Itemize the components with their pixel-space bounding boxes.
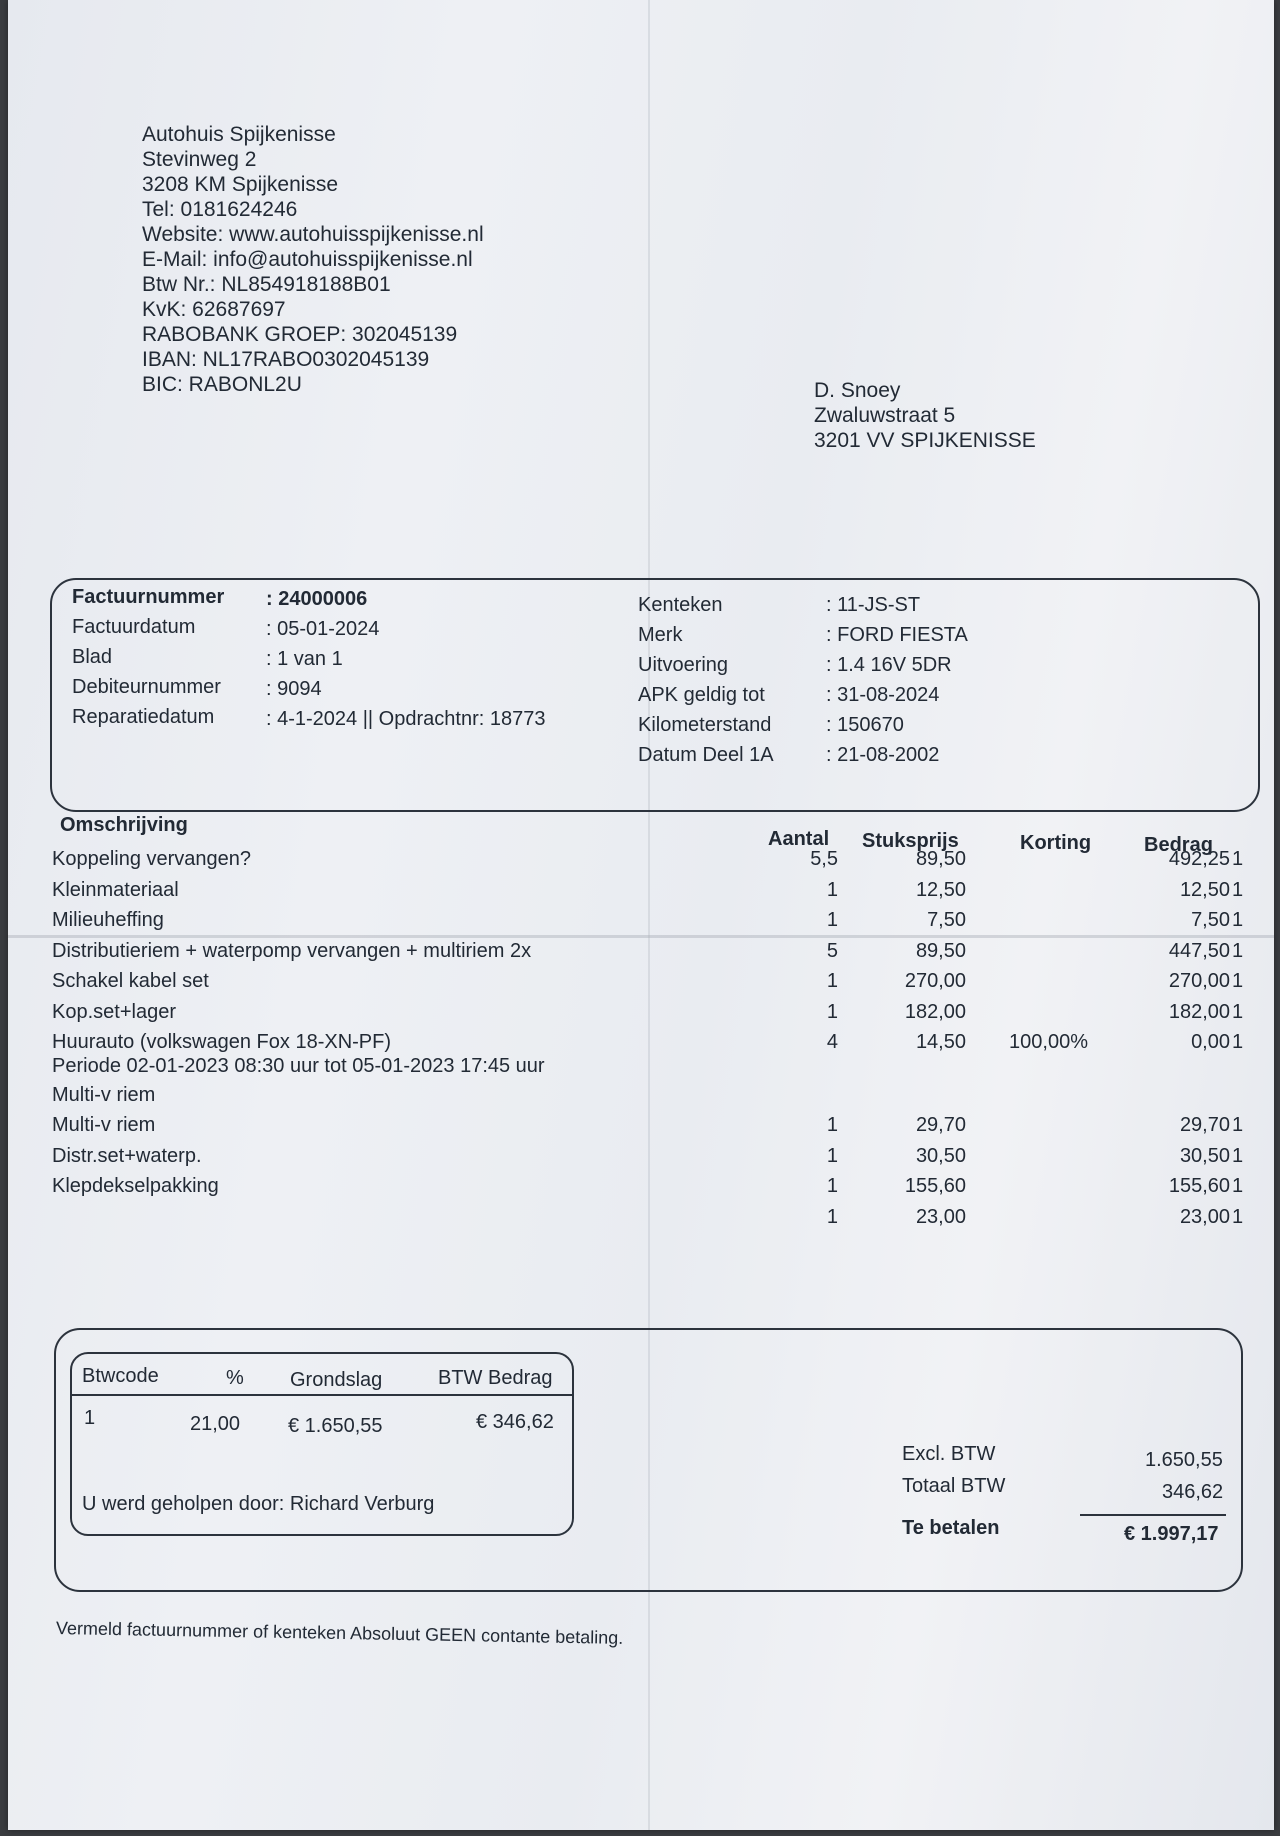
vat-row-base: € 1.650,55 (288, 1415, 383, 1437)
item-description: Multi-v riem (52, 1114, 156, 1136)
item-discount: 100,00% (1009, 1031, 1088, 1053)
item-amount: 12,50 (1179, 879, 1230, 901)
item-unit-price: 7,50 (927, 909, 966, 931)
item-unit-price: 23,00 (915, 1206, 966, 1228)
item-description-detail: Periode 02-01-2023 08:30 uur tot 05-01-2023 17:45 uur (52, 1055, 545, 1077)
sender-line: Website: www.autohuisspijkenisse.nl (142, 223, 484, 246)
vat-row-amount: € 346,62 (476, 1411, 554, 1433)
item-vat-code: 1 (1232, 940, 1244, 962)
item-unit-price: 12,50 (915, 879, 966, 901)
item-unit-price: 270,00 (904, 970, 966, 992)
table-row (0, 1145, 1280, 1173)
sender-line: Tel: 0181624246 (142, 198, 298, 221)
sum-divider (1080, 1514, 1226, 1516)
make-value: : FORD FIESTA (826, 624, 968, 646)
col-header-description: Omschrijving (60, 814, 188, 836)
item-vat-code: 1 (1232, 1175, 1244, 1197)
item-vat-code: 1 (1232, 848, 1244, 870)
table-row (0, 1001, 1280, 1029)
item-description: Multi-v riem (52, 1084, 156, 1106)
table-row (0, 940, 1280, 968)
item-quantity: 5,5 (810, 848, 838, 870)
item-description: Klepdekselpakking (52, 1175, 219, 1197)
plate-value: : 11-JS-ST (826, 594, 921, 616)
item-quantity: 1 (826, 1001, 838, 1023)
recipient-line: Zwaluwstraat 5 (814, 404, 956, 427)
item-quantity: 1 (826, 909, 838, 931)
mileage-label: Kilometerstand (638, 714, 772, 736)
invoice-number-label: Factuurnummer (72, 586, 225, 608)
item-description: Schakel kabel set (52, 970, 209, 992)
item-amount: 23,00 (1179, 1206, 1230, 1228)
item-description: Distr.set+waterp. (52, 1145, 202, 1167)
sheet-value: : 1 van 1 (266, 648, 343, 670)
table-row (0, 970, 1280, 998)
table-row (0, 879, 1280, 907)
sender-line: Stevinweg 2 (142, 148, 257, 171)
item-amount: 492,25 (1168, 848, 1230, 870)
sender-line: Autohuis Spijkenisse (142, 123, 336, 146)
registration-date-label: Datum Deel 1A (638, 744, 774, 766)
table-row (0, 1206, 1280, 1234)
repair-date-label: Reparatiedatum (72, 706, 215, 728)
item-amount: 447,50 (1168, 940, 1230, 962)
total-vat-value: 346,62 (1162, 1481, 1224, 1503)
sender-line: RABOBANK GROEP: 302045139 (142, 323, 458, 346)
apk-label: APK geldig tot (638, 684, 765, 706)
item-amount: 30,50 (1179, 1145, 1230, 1167)
recipient-address (814, 378, 1036, 453)
item-vat-code: 1 (1232, 1145, 1244, 1167)
item-description: Distributieriem + waterpomp vervangen + multiriem 2x (52, 940, 532, 962)
debtor-number-label: Debiteurnummer (72, 676, 221, 698)
item-vat-code: 1 (1232, 1001, 1244, 1023)
item-quantity: 1 (826, 879, 838, 901)
item-vat-code: 1 (1232, 1114, 1244, 1136)
sender-line: IBAN: NL17RABO0302045139 (142, 348, 430, 371)
vat-header-base: Grondslag (290, 1369, 383, 1391)
recipient-line: D. Snoey (814, 379, 901, 402)
item-unit-price: 29,70 (915, 1114, 966, 1136)
vat-header-percent: % (226, 1367, 244, 1389)
invoice-date-label: Factuurdatum (72, 616, 196, 638)
apk-value: : 31-08-2024 (826, 684, 940, 706)
invoice-date-value: : 05-01-2024 (266, 618, 380, 640)
col-header-amount: Bedrag (1144, 834, 1213, 856)
vat-header-amount: BTW Bedrag (438, 1367, 553, 1389)
sender-line: BIC: RABONL2U (142, 373, 302, 396)
version-label: Uitvoering (638, 654, 729, 676)
sheet-label: Blad (72, 646, 113, 668)
table-row (0, 1175, 1280, 1203)
item-vat-code: 1 (1232, 1031, 1244, 1053)
invoice-info-box (50, 578, 1260, 812)
sender-address (142, 122, 484, 397)
recipient-line: 3201 VV SPIJKENISSE (814, 429, 1036, 452)
registration-date-value: : 21-08-2002 (826, 744, 940, 766)
item-vat-code: 1 (1232, 970, 1244, 992)
col-header-unit-price: Stuksprijs (862, 830, 959, 852)
vat-table (70, 1352, 574, 1536)
vat-header-code: Btwcode (82, 1365, 159, 1387)
plate-label: Kenteken (638, 594, 723, 616)
sender-line: E-Mail: info@autohuisspijkenisse.nl (142, 248, 473, 271)
table-row (0, 848, 1280, 876)
item-amount: 0,00 (1191, 1031, 1230, 1053)
item-quantity: 5 (826, 940, 838, 962)
total-vat-label: Totaal BTW (902, 1475, 1006, 1497)
item-quantity: 4 (826, 1031, 838, 1053)
version-value: : 1.4 16V 5DR (826, 654, 952, 676)
sender-line: Btw Nr.: NL854918188B01 (142, 273, 391, 296)
excl-vat-label: Excl. BTW (902, 1443, 996, 1465)
table-row-continuation (0, 1055, 1280, 1083)
sender-line: 3208 KM Spijkenisse (142, 173, 339, 196)
item-unit-price: 14,50 (915, 1031, 966, 1053)
item-unit-price: 30,50 (915, 1145, 966, 1167)
helped-by: U werd geholpen door: Richard Verburg (82, 1493, 435, 1515)
item-unit-price: 155,60 (904, 1175, 966, 1197)
amount-due-label: Te betalen (902, 1517, 1000, 1539)
item-vat-code: 1 (1232, 879, 1244, 901)
item-quantity: 1 (826, 1114, 838, 1136)
repair-date-value: : 4-1-2024 || Opdrachtnr: 18773 (266, 708, 546, 730)
item-unit-price: 89,50 (915, 848, 966, 870)
item-amount: 270,00 (1168, 970, 1230, 992)
debtor-number-value: : 9094 (266, 678, 322, 700)
item-description: Koppeling vervangen? (52, 848, 252, 870)
vat-row-percent: 21,00 (190, 1413, 241, 1435)
item-vat-code: 1 (1232, 909, 1244, 931)
item-vat-code: 1 (1232, 1206, 1244, 1228)
item-quantity: 1 (826, 1145, 838, 1167)
make-label: Merk (638, 624, 683, 646)
item-unit-price: 89,50 (915, 940, 966, 962)
table-row (0, 909, 1280, 937)
item-amount: 155,60 (1168, 1175, 1230, 1197)
mileage-value: : 150670 (826, 714, 904, 736)
item-amount: 29,70 (1179, 1114, 1230, 1136)
table-row (0, 1114, 1280, 1142)
item-description: Kleinmateriaal (52, 879, 179, 901)
item-description: Milieuheffing (52, 909, 164, 931)
item-amount: 182,00 (1168, 1001, 1230, 1023)
vat-header-divider (72, 1394, 572, 1396)
invoice-number-value: : 24000006 (266, 588, 368, 610)
table-row (0, 1084, 1280, 1112)
col-header-discount: Korting (1020, 832, 1092, 854)
item-description: Huurauto (volkswagen Fox 18-XN-PF) (52, 1031, 392, 1053)
item-amount: 7,50 (1191, 909, 1230, 931)
sender-line: KvK: 62687697 (142, 298, 286, 321)
item-quantity: 1 (826, 1175, 838, 1197)
payment-note: Vermeld factuurnummer of kenteken Absoluut GEEN contante betaling. (55, 1618, 624, 1648)
amount-due-value: € 1.997,17 (1124, 1523, 1219, 1545)
item-unit-price: 182,00 (904, 1001, 966, 1023)
vat-row-code: 1 (84, 1407, 96, 1429)
item-quantity: 1 (826, 970, 838, 992)
item-description: Kop.set+lager (52, 1001, 176, 1023)
item-quantity: 1 (826, 1206, 838, 1228)
excl-vat-value: 1.650,55 (1145, 1449, 1223, 1471)
col-header-quantity: Aantal (768, 828, 830, 850)
